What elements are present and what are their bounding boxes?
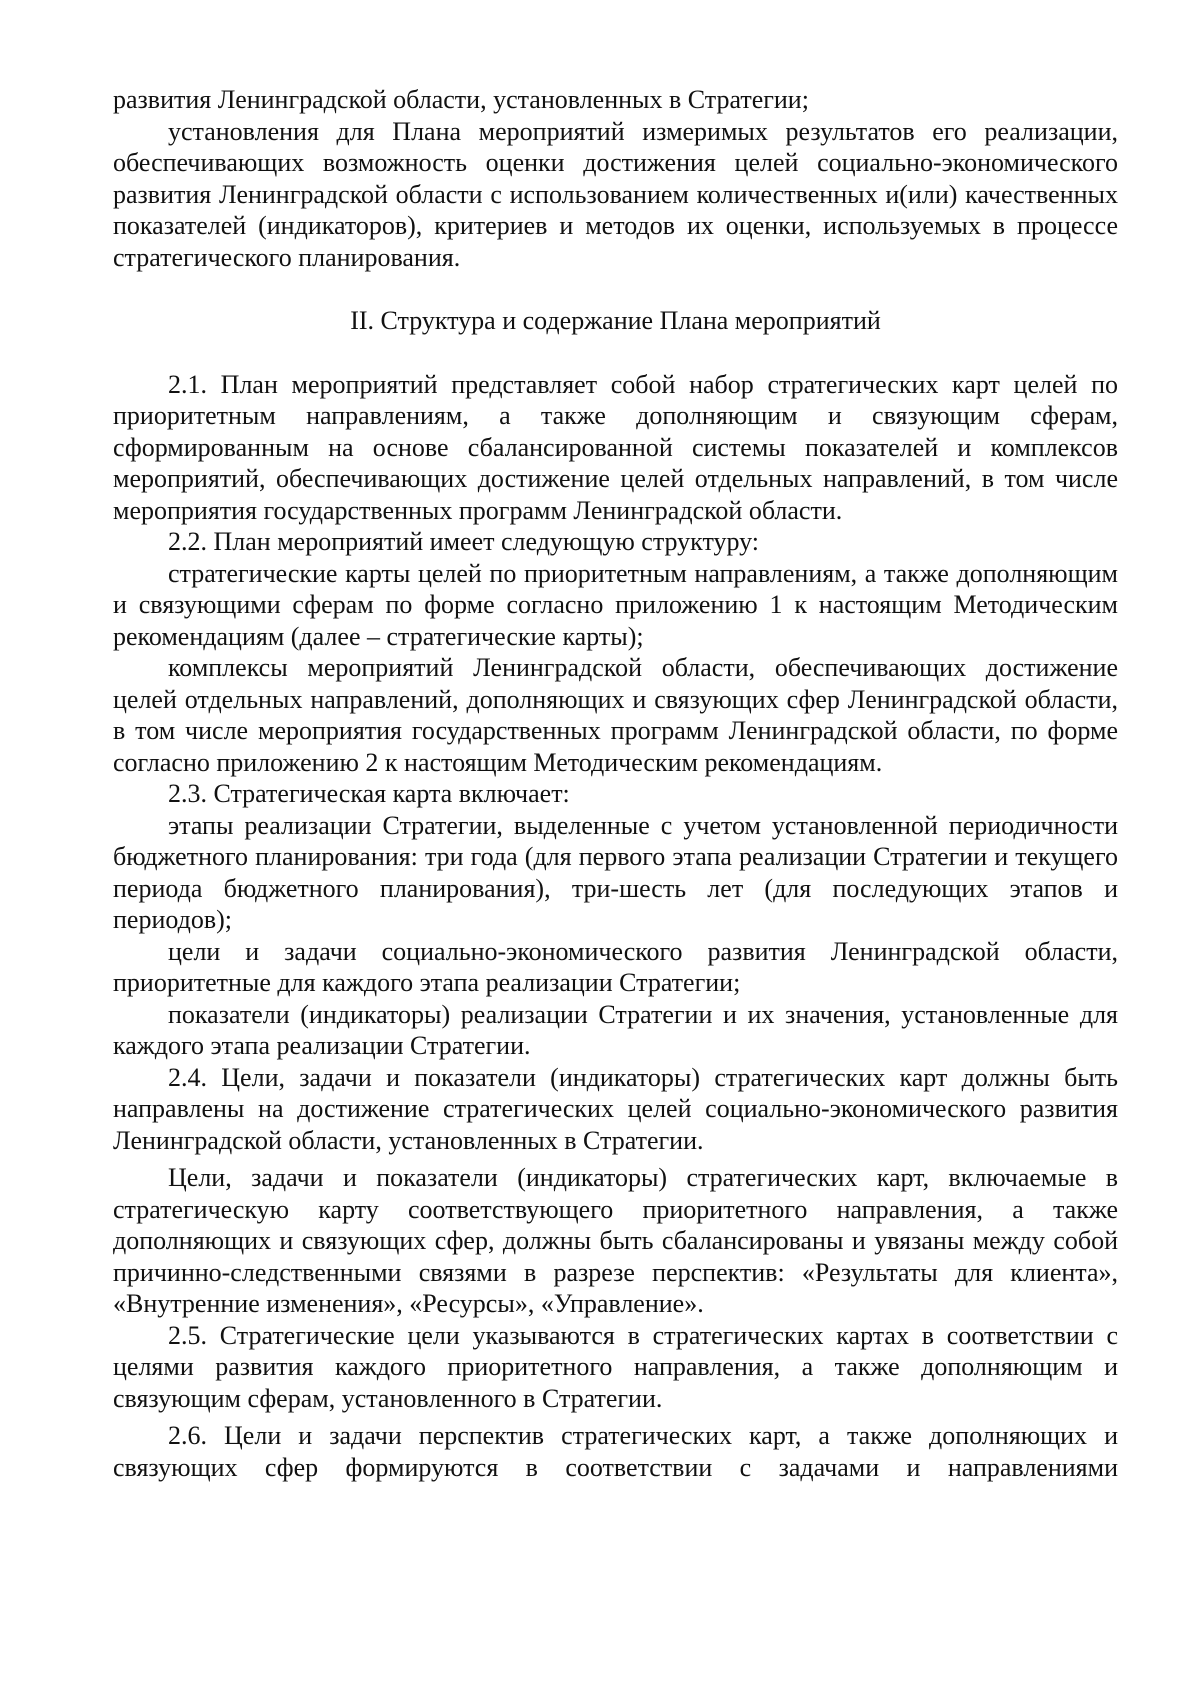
paragraph-2-3: 2.3. Стратегическая карта включает: bbox=[168, 779, 570, 808]
paragraph-continuation: развития Ленинградской области, установленных в Стратегии; bbox=[113, 85, 809, 114]
paragraph-2-5: 2.5. Стратегические цели указываются в стратегических картах в соответствии с целями развития каждого приоритетного направления, а также дополняющим и связующим сферам, установленного в Стратегии. bbox=[113, 1320, 1118, 1413]
paragraph-measurable-results: установления для Плана мероприятий измеримых результатов его реализации, обеспечивающих возможность оценки достижения целей социально-экономического развития Ленинградской области с использованием количественных и(или) качественных показателей (индикаторов), критериев и методов их оценки, используемых в процессе стратегического планирования. bbox=[113, 116, 1118, 272]
paragraph-2-3-item-1: этапы реализации Стратегии, выделенные с учетом установленной периодичности бюджетного планирования: три года (для первого этапа реализации Стратегии и текущего периода бюджетного планирования), три-шесть лет (для последующих этапов и периодов); bbox=[113, 810, 1118, 934]
paragraph-2-6: 2.6. Цели и задачи перспектив стратегических карт, а также дополняющих и связующих сфер формируются в соответствии с задачами и направлениями bbox=[113, 1421, 1118, 1482]
paragraph-2-3-item-3: показатели (индикаторы) реализации Стратегии и их значения, установленные для каждого этапа реализации Стратегии. bbox=[113, 999, 1118, 1060]
section-heading: II. Структура и содержание Плана мероприятий bbox=[350, 306, 881, 335]
paragraph-2-1: 2.1. План мероприятий представляет собой набор стратегических карт целей по приоритетным направлениям, а также дополняющим и связующим сферам, сформированным на основе сбалансированной системы показателей и комплексов мероприятий, обеспечивающих достижение целей отдельных направлений, в том числе мероприятия государственных программ Ленинградской области. bbox=[113, 369, 1118, 525]
paragraph-2-3-item-2: цели и задачи социально-экономического развития Ленинградской области, приоритетные для каждого этапа реализации Стратегии; bbox=[113, 936, 1118, 997]
paragraph-2-4: 2.4. Цели, задачи и показатели (индикаторы) стратегических карт должны быть направлены на достижение стратегических целей социально-экономического развития Ленинградской области, установленных в Стратегии. bbox=[113, 1062, 1118, 1155]
paragraph-2-2: 2.2. План мероприятий имеет следующую структуру: bbox=[168, 527, 760, 556]
document-page bbox=[113, 84, 1118, 1483]
paragraph-2-2-item-1: стратегические карты целей по приоритетным направлениям, а также дополняющим и связующими сферам по форме согласно приложению 1 к настоящим Методическим рекомендациям (далее – стратегические карты); bbox=[113, 558, 1118, 651]
paragraph-2-4-balance: Цели, задачи и показатели (индикаторы) стратегических карт, включаемые в стратегическую карту соответствующего приоритетного направления, а также дополняющих и связующих сфер, должны быть сбалансированы и увязаны между собой причинно-следственными связями в разрезе перспектив: «Результаты для клиента», «Внутренние изменения», «Ресурсы», «Управление». bbox=[113, 1163, 1118, 1318]
paragraph-2-2-item-2: комплексы мероприятий Ленинградской области, обеспечивающих достижение целей отдельных направлений, дополняющих и связующих сфер Ленинградской области, в том числе мероприятия государственных программ Ленинградской области, по форме согласно приложению 2 к настоящим Методическим рекомендациям. bbox=[113, 653, 1118, 777]
